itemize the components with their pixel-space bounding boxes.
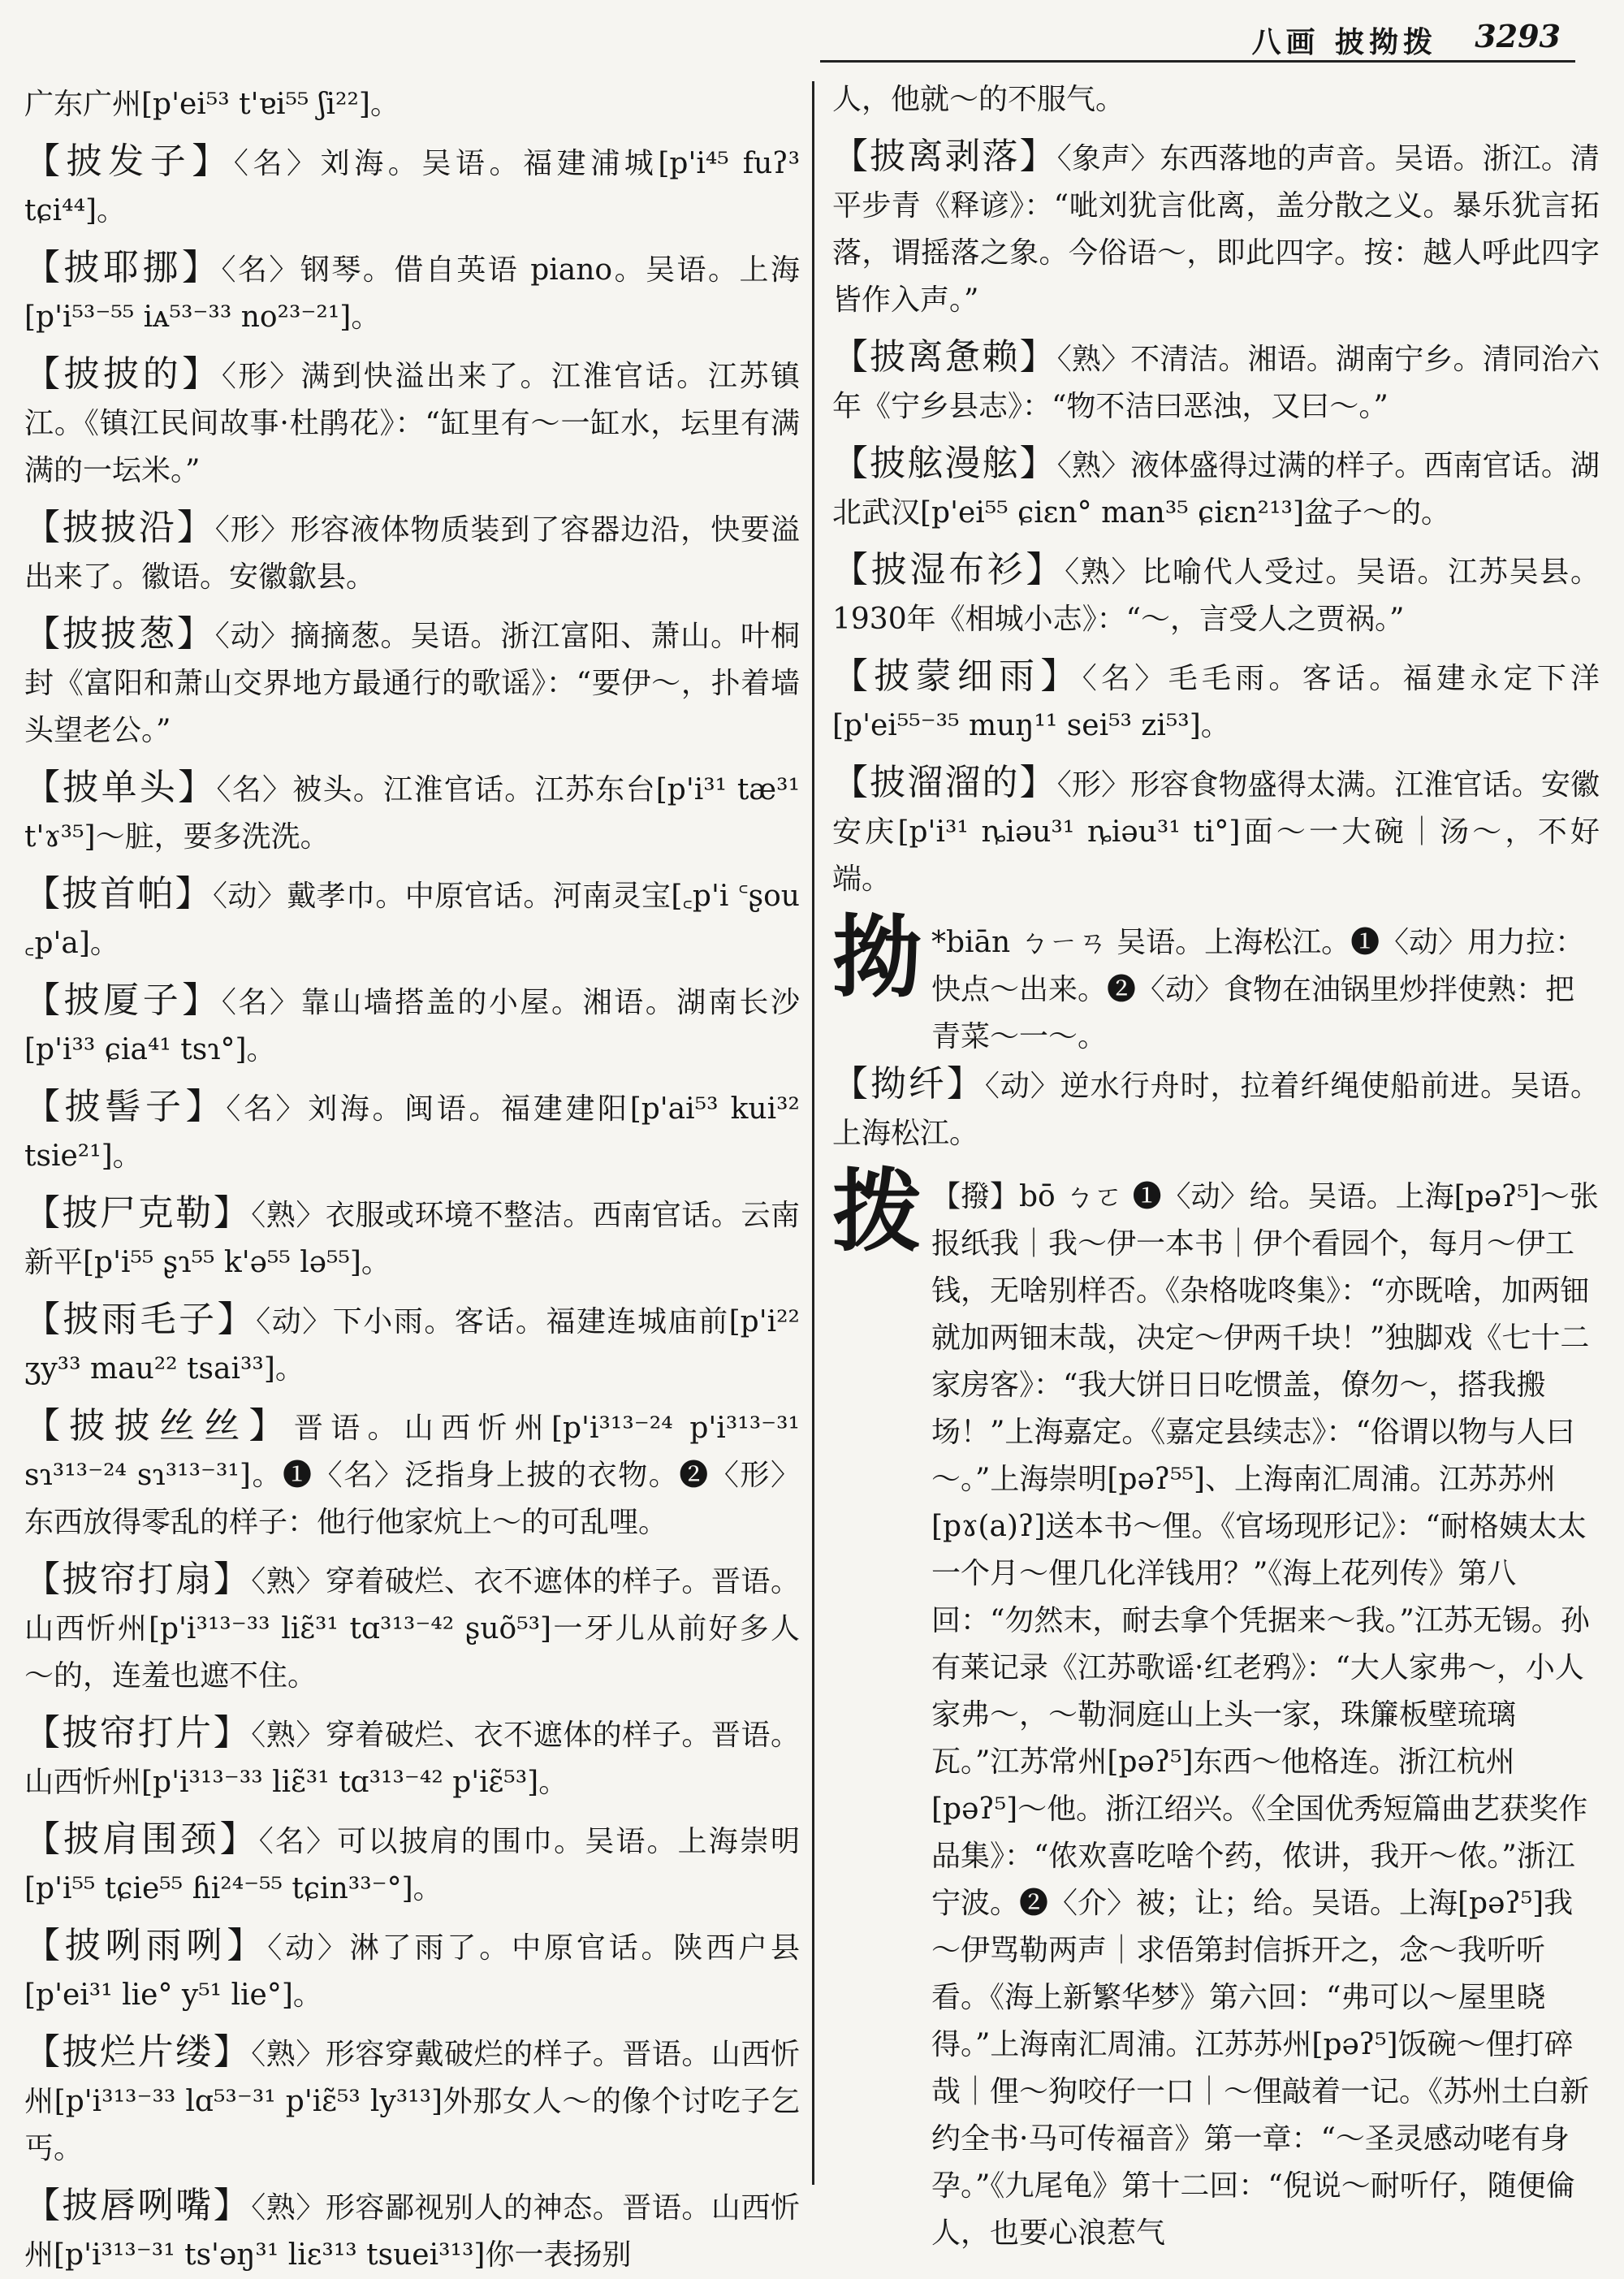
dictionary-entry (832, 440, 1600, 537)
entry-definition: 〈名〉刘海。吴语。福建浦城[p'i⁴⁵ fuʔ³ tɕi⁴⁴]。 (24, 147, 800, 227)
entry-headword: 【披发子】 (24, 141, 234, 182)
left-column (24, 81, 801, 2272)
entry-definition: 〈熟〉形容穿戴破烂的样子。晋语。山西忻州[p'i³¹³⁻³³ lɑ⁵³⁻³¹ p'iɛ̃⁵³ ly³¹³]外那女人～的像个讨吃子乞丐。 (24, 2038, 800, 2165)
entry-definition: 〈动〉逆水行舟时，拉着纤绳使船前进。吴语。上海松江。 (832, 1070, 1600, 1150)
dictionary-entry (24, 138, 800, 235)
entry-definition: 〈名〉毛毛雨。客话。福建永定下洋[p'ei⁵⁵⁻³⁵ muŋ¹¹ sei⁵³ zi⁵³]。 (832, 662, 1600, 742)
entry-headword: 【披离惫赖】 (832, 336, 1057, 378)
entry-headword: 【披披沿】 (24, 507, 215, 548)
column-divider (812, 81, 814, 2185)
entry-definition: 〈熟〉形容鄙视别人的神态。晋语。山西忻州[p'i³¹³⁻³¹ ts'əŋ³¹ liɛ³¹³ tsuei³¹³]你一表扬别 (24, 2191, 800, 2272)
headword-definition: 【撥】bō ㄅㄛ ❶〈动〉给。吴语。上海[pəʔ⁵]～张报纸我｜我～伊一本书｜伊个看园个，每月～伊工钱，无啥别样否。《杂格咙咚集》：“亦既啥，加两钿就加两钿末哉，决定～伊两千块！”独脚戏《七十二家房客》：“我大饼日日吃惯盖，僚勿～，搭我搬场！”上海嘉定。《嘉定县续志》：“俗谓以物与人曰～。”上海崇明[pəʔ⁵⁵]、上海南汇周浦。江苏苏州[pɤ(a)ʔ]送本书～俚。《官场现形记》：“耐格姨太太一个月～俚几化洋钱用？”《海上花列传》第八回：“勿然末，耐去拿个凭据来～我。”江苏无锡。孙有莱记录《江苏歌谣·红老鸦》：“大人家弗～，小人家弗～，～勒洞庭山上头一家，珠簾板壁琉璃瓦。”江苏常州[pəʔ⁵]东西～他格连。浙江杭州[pəʔ⁵]～他。浙江绍兴。《全国优秀短篇曲艺获奖作品集》：“侬欢喜吃啥个药，侬讲，我开～侬。”浙江宁波。❷〈介〉被；让；给。吴语。上海[pəʔ⁵]我～伊骂勒两声｜求俉第封信拆开之，念～我听听看。《海上新繁华梦》第六回：“弗可以～屋里晓得。”上海南汇周浦。江苏苏州[pəʔ⁵]饭碗～俚打碎哉｜俚～狗咬仔一口｜～俚敲着一记。《苏州土白新约全书·马可传福音》第一章：“～圣灵感动咾有身孕。”《九尾龟》第十二回：“倪说～耐听仔，随便倫人，也要心浪惹气 (931, 1180, 1599, 2250)
page-header (0, 0, 1624, 57)
dictionary-entry (24, 764, 800, 861)
dictionary-entry (832, 653, 1600, 750)
entry-definition: 〈形〉形容食物盛得太满。江淮官话。安徽安庆[p'i³¹ ȵiəu³¹ ȵiəu³¹ ti°]面～一大碗｜汤～，不好端。 (832, 768, 1600, 896)
dictionary-entry (24, 351, 800, 495)
entry-headword: 【拗纤】 (832, 1063, 985, 1105)
dictionary-entry (24, 244, 800, 341)
entry-headword: 【披首帕】 (24, 873, 213, 915)
entry-headword: 【披咧雨咧】 (24, 1925, 268, 1966)
headword-char: 拨 (832, 1160, 922, 1264)
entry-definition: 〈名〉刘海。闽语。福建建阳[p'ai⁵³ kui³² tsie²¹]。 (24, 1092, 800, 1173)
right-entry-list (832, 133, 1600, 903)
entry-headword: 【披烂片缕】 (24, 2031, 252, 2073)
entry-headword: 【披髻子】 (24, 1086, 227, 1127)
entry-definition: 〈熟〉穿着破烂、衣不遮体的样子。晋语。山西忻州[p'i³¹³⁻³³ liɛ̃³¹ tɑ³¹³⁻⁴² ʂuõ⁵³]一牙儿从前好多人～的，连羞也遮不住。 (24, 1565, 800, 1693)
dictionary-entry (832, 133, 1600, 324)
dictionary-entry (24, 1190, 800, 1287)
dictionary-entry (832, 759, 1600, 903)
entry-definition: 〈形〉形容液体物质装到了容器边沿，快要溢出来了。徽语。安徽歙县。 (24, 513, 800, 594)
entry-headword: 【披溜溜的】 (832, 762, 1057, 803)
entry-definition: 〈名〉被头。江淮官话。江苏东台[p'i³¹ tæ³¹ t'ɤ³⁵]～脏，要多洗洗。 (24, 773, 800, 854)
entry-definition: 〈名〉靠山墙搭盖的小屋。湘语。湖南长沙[p'i³³ ɕia⁴¹ tsɿ°]。 (24, 986, 800, 1066)
page-number: 3293 (1475, 18, 1561, 54)
entry-headword: 【披披丝丝】 (24, 1405, 294, 1447)
entry-headword: 【披帘打扇】 (24, 1559, 252, 1600)
headword-definition: *biān ㄅㄧㄢ 吴语。上海松江。❶〈动〉用力拉：快点～出来。❷〈动〉食物在油锅里炒拌使熟：把青菜～一～。 (931, 926, 1585, 1053)
entry-definition: 〈熟〉不清洁。湘语。湖南宁乡。清同治六年《宁乡县志》：“物不洁曰恶浊，又曰～。” (832, 343, 1600, 423)
dictionary-entry (24, 504, 800, 601)
entry-definition: 〈熟〉穿着破烂、衣不遮体的样子。晋语。山西忻州[p'i³¹³⁻³³ liɛ̃³¹ tɑ³¹³⁻⁴² p'iɛ̃⁵³]。 (24, 1719, 800, 1799)
entry-definition: 〈熟〉衣服或环境不整洁。西南官话。云南新平[p'i⁵⁵ ʂɿ⁵⁵ k'ə⁵⁵ lə⁵⁵]。 (24, 1199, 800, 1279)
entry-definition: 〈动〉下小雨。客话。福建连城庙前[p'i²² ʒy³³ mau²² tsai³³]。 (24, 1305, 800, 1386)
entry-definition: 〈形〉满到快溢出来了。江淮官话。江苏镇江。《镇江民间故事·杜鹃花》：“缸里有～一缸水，坛里有满满的一坛米。” (24, 360, 800, 487)
dictionary-entry (832, 334, 1600, 430)
dictionary-entry (24, 1403, 800, 1546)
entry-definition: 〈名〉可以披肩的围巾。吴语。上海崇明[p'i⁵⁵ tɕie⁵⁵ ɦi²⁴⁻⁵⁵ tɕin³³⁻°]。 (24, 1825, 800, 1905)
entry-definition: 〈熟〉比喻代人受过。吴语。江苏吴县。1930年《相城小志》：“～，言受人之贾祸。” (832, 556, 1600, 636)
entry-headword: 【披单头】 (24, 767, 217, 808)
left-entry-list (24, 138, 800, 2279)
entry-headword: 【披雨毛子】 (24, 1299, 257, 1340)
dictionary-entry (24, 1296, 800, 1393)
entry-headword: 【披厦子】 (24, 979, 222, 1021)
entry-headword: 【披肩围颈】 (24, 1818, 259, 1860)
dictionary-entry (24, 611, 800, 755)
dictionary-entry (24, 1710, 800, 1806)
entry-headword: 【披离剥落】 (832, 136, 1057, 177)
entry-headword: 【披耶挪】 (24, 247, 222, 288)
dictionary-entry (24, 1922, 800, 2019)
dictionary-entry (24, 1816, 800, 1913)
dictionary-entry (24, 871, 800, 967)
entry-definition: 〈象声〉东西落地的声音。吴语。浙江。清平步青《释谚》：“呲刘犹言仳离，盖分散之义。暴乐犹言拓落，谓摇落之象。今俗语～，即此四字。按：越人呼此四字皆作入声。” (832, 142, 1600, 317)
entry-headword: 【披尸克勒】 (24, 1192, 252, 1234)
dictionary-entry (832, 1061, 1600, 1157)
headword-block (832, 906, 1600, 1061)
entry-definition: 〈动〉戴孝巾。中原官话。河南灵宝[꜀p'i ꜂ʂou ꜀p'a]。 (24, 880, 800, 960)
continuation-text: 人，他就～的不服气。 (832, 83, 1125, 116)
continuation-text: 广东广州[p'ei⁵³ t'ɐi⁵⁵ ʃi²²]。 (24, 88, 400, 121)
section-title: 八画 披拗拨 (1251, 25, 1437, 59)
right-column (832, 76, 1600, 2250)
entry-headword: 【披湿布衫】 (832, 549, 1065, 590)
entry-headword: 【披蒙细雨】 (832, 655, 1082, 697)
entry-headword: 【披披的】 (24, 353, 222, 395)
entry-headword: 【披帘打片】 (24, 1712, 252, 1754)
headword-block (832, 1160, 1600, 2257)
dictionary-entry (24, 2182, 800, 2279)
entry-definition: 晋语。山西忻州[p'i³¹³⁻²⁴ p'i³¹³⁻³¹ sɿ³¹³⁻²⁴ sɿ³¹³⁻³¹]。❶〈名〉泛指身上披的衣物。❷〈形〉东西放得零乱的样子：他行他家炕上～的可乱哩。 (24, 1412, 800, 1539)
dictionary-entry (24, 1556, 800, 1700)
dictionary-entry (24, 2029, 800, 2173)
header-rule (820, 60, 1575, 63)
dictionary-entry (24, 1083, 800, 1180)
dictionary-entry (24, 977, 800, 1074)
entry-definition: 〈熟〉液体盛得过满的样子。西南官话。湖北武汉[p'ei⁵⁵ ɕiɛn° man³⁵ ɕiɛn²¹³]盆子～的。 (832, 449, 1600, 530)
entry-headword: 【披舷漫舷】 (832, 443, 1057, 484)
entry-definition: 〈名〉钢琴。借自英语 piano。吴语。上海[p'i⁵³⁻⁵⁵ iᴀ⁵³⁻³³ no²³⁻²¹]。 (24, 253, 801, 334)
entry-definition: 〈动〉淋了雨了。中原官话。陕西户县[p'ei³¹ lie° y⁵¹ lie°]。 (24, 1931, 800, 2012)
dictionary-entry (832, 547, 1600, 643)
entry-headword: 【披披葱】 (24, 613, 215, 655)
entry-definition: 〈动〉摘摘葱。吴语。浙江富阳、萧山。叶桐封《富阳和萧山交界地方最通行的歌谣》：“要伊～，扑着墙头望老公。” (24, 620, 800, 747)
headword-char: 拗 (832, 906, 922, 1010)
entry-headword: 【披唇咧嘴】 (24, 2185, 252, 2226)
